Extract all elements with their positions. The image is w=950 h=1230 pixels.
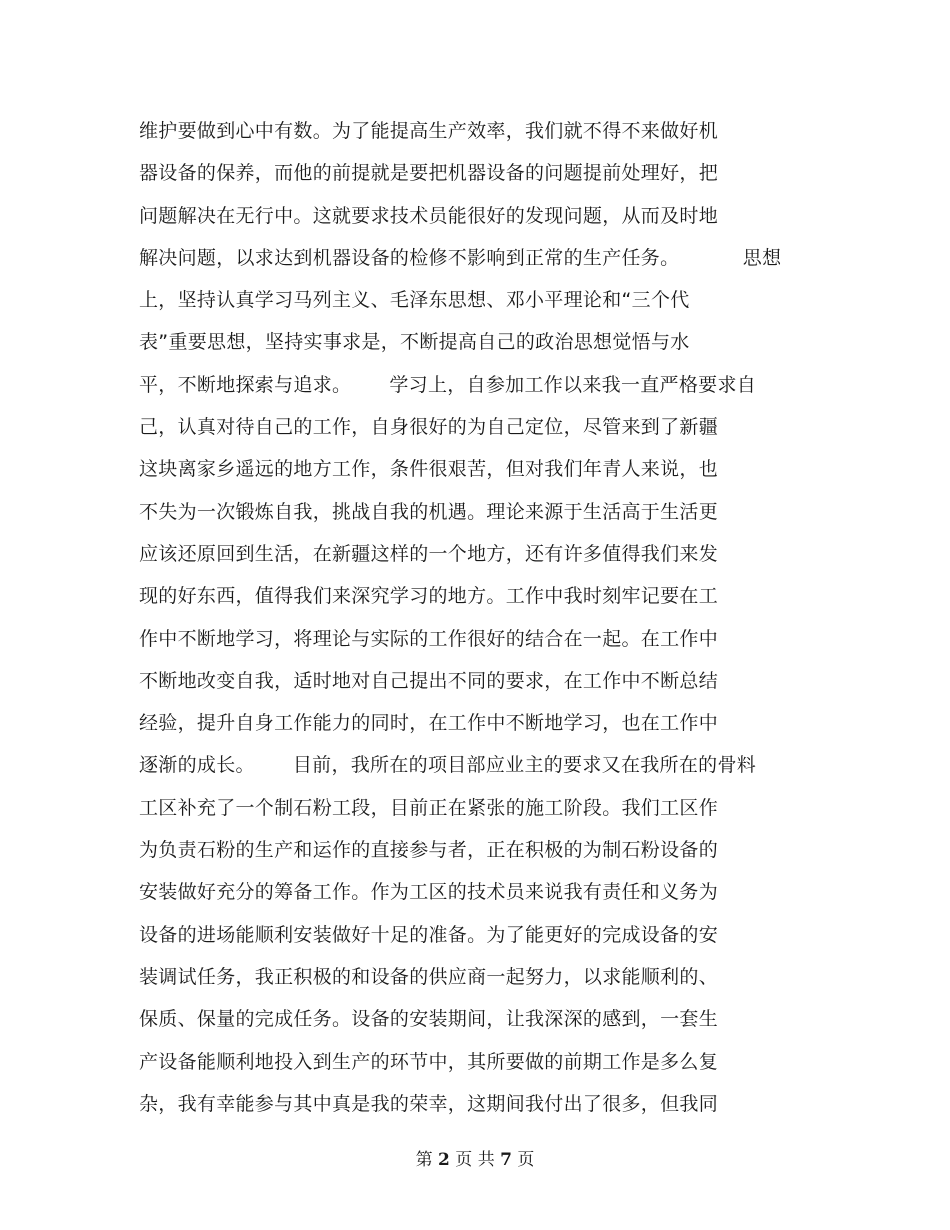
- text-line: 产设备能顺利地投入到生产的环节中，其所要做的前期工作是多么复: [139, 1050, 719, 1073]
- text-line: 己，认真对待自己的工作，自身很好的为自己定位，尽管来到了新疆: [139, 416, 719, 439]
- footer-suffix: 页: [511, 1150, 535, 1170]
- text-line: 设备的进场能顺利安装做好十足的准备。为了能更好的完成设备的安: [139, 923, 719, 946]
- text-line: 不断地改变自我，适时地对自己提出不同的要求，在工作中不断总结: [139, 669, 719, 692]
- text-line: 作中不断地学习，将理论与实际的工作很好的结合在一起。在工作中: [139, 627, 719, 650]
- text-line: 安装做好充分的筹备工作。作为工区的技术员来说我有责任和义务为: [139, 881, 719, 904]
- text-line: 这块离家乡遥远的地方工作，条件很艰苦，但对我们年青人来说，也: [139, 458, 719, 481]
- text-line: 装调试任务，我正积极的和设备的供应商一起努力，以求能顺利的、: [139, 965, 719, 988]
- body-text: [139, 110, 839, 1125]
- text-line: 维护要做到心中有数。为了能提高生产效率，我们就不得不来做好机: [139, 120, 719, 142]
- text-line: 杂，我有幸能参与其中真是我的荣幸，这期间我付出了很多，但我同: [139, 1092, 719, 1115]
- text-line: 现的好东西，值得我们来深究学习的地方。工作中我时刻牢记要在工: [139, 585, 719, 608]
- page-footer: [0, 1145, 950, 1170]
- text-line: 器设备的保养，而他的前提就是要把机器设备的问题提前处理好，把: [139, 162, 719, 185]
- text-line: 应该还原回到生活，在新疆这样的一个地方，还有许多值得我们来发: [139, 542, 719, 565]
- text-line: 保质、保量的完成任务。设备的安装期间，让我深深的感到，一套生: [139, 1008, 719, 1031]
- text-line: 上，坚持认真学习马列主义、毛泽东思想、邓小平理论和“三个代: [139, 289, 690, 312]
- text-line: 经验，提升自身工作能力的同时，在工作中不断地学习，也在工作中: [139, 712, 719, 735]
- current-page-number: 2: [438, 1150, 450, 1170]
- text-line: 工区补充了一个制石粉工段，目前正在紧张的施工阶段。我们工区作: [139, 796, 719, 819]
- text-line: 不失为一次锻炼自我，挑战自我的机遇。理论来源于生活高于生活更: [139, 500, 719, 523]
- text-line: 表”重要思想，坚持实事求是，不断提高自己的政治思想觉悟与水: [139, 331, 690, 354]
- text-line: 逐渐的成长。 目前，我所在的项目部应业主的要求又在我所在的骨料: [139, 754, 757, 777]
- text-line: 解决问题，以求达到机器设备的检修不影响到正常的生产任务。 思想: [139, 246, 782, 269]
- footer-prefix: 第: [415, 1150, 439, 1170]
- total-pages-number: 7: [500, 1150, 512, 1170]
- text-line: 为负责石粉的生产和运作的直接参与者，正在积极的为制石粉设备的: [139, 839, 719, 862]
- text-line: 平，不断地探索与追求。 学习上，自参加工作以来我一直严格要求自: [139, 373, 757, 396]
- footer-middle: 页 共: [449, 1150, 501, 1170]
- text-line: 问题解决在无行中。这就要求技术员能很好的发现问题，从而及时地: [139, 204, 719, 227]
